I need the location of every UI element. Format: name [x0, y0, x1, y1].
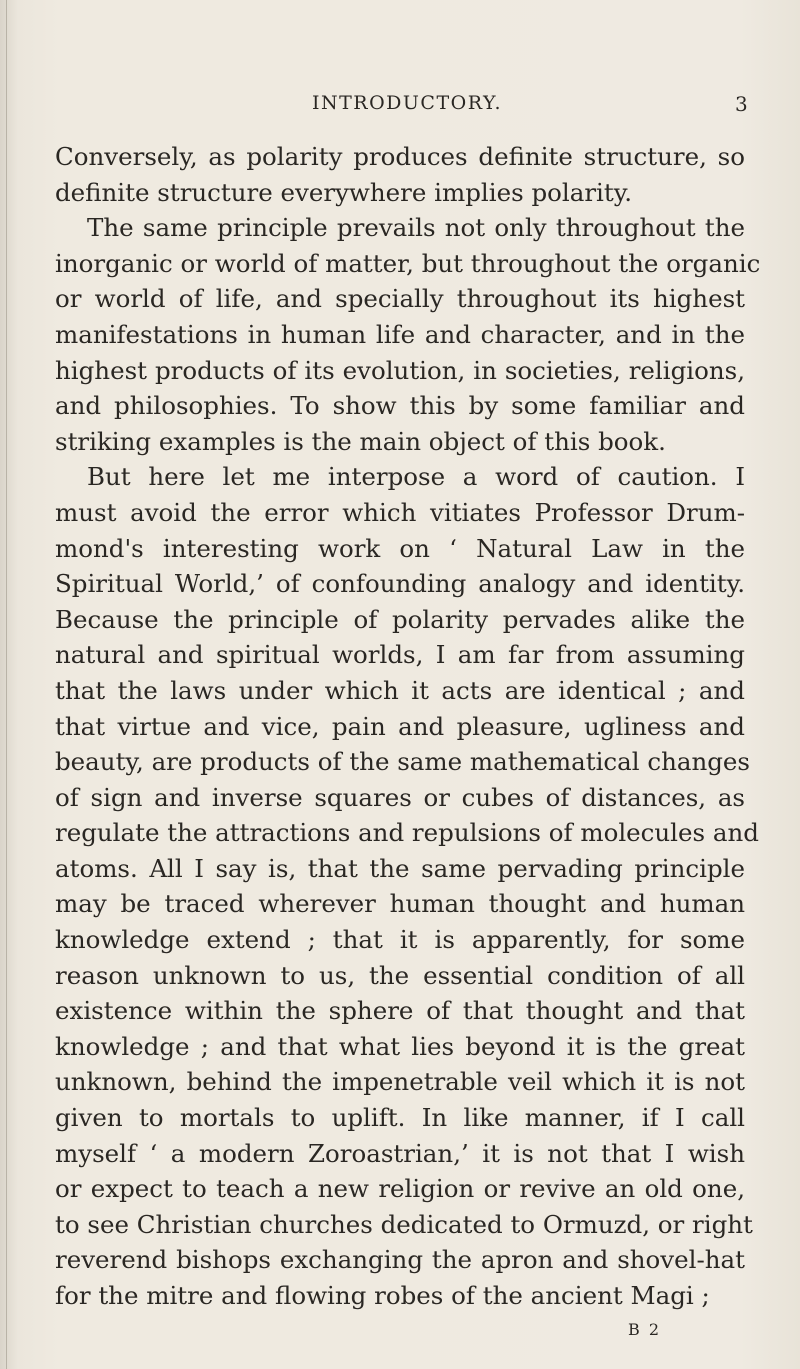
signature-mark: B 2 — [628, 1320, 662, 1339]
text-line: knowledge extend ; that it is apparently, for some — [55, 925, 745, 955]
text-line: may be traced wherever human thought and human — [55, 889, 745, 919]
text-line: or expect to teach a new religion or revive an old one, — [55, 1174, 745, 1204]
text-line: or world of life, and specially throughout its highest — [55, 284, 745, 314]
text-line: myself ‘ a modern Zoroastrian,’ it is not that I wish — [55, 1138, 745, 1168]
text-line: Conversely, as polarity produces definite structure, so — [55, 142, 745, 171]
text-line: beauty, are products of the same mathematical changes — [55, 747, 751, 777]
text-line: that virtue and vice, pain and pleasure, ugliness and — [55, 711, 745, 741]
text-line: reverend bishops exchanging the apron and shovel-hat — [55, 1245, 745, 1275]
body-text — [55, 139, 761, 1314]
text-line: The same principle prevails not only throughout the — [87, 213, 745, 243]
text-line: highest products of its evolution, in societies, religions, — [55, 355, 745, 385]
gutter-edge — [6, 0, 7, 1369]
text-line: manifestations in human life and character, and in the — [55, 319, 745, 349]
text-line: knowledge ; and that what lies beyond it is the great — [55, 1031, 745, 1061]
text-line: regulate the attractions and repulsions of molecules and — [55, 818, 759, 848]
text-line: mond's interesting work on ‘ Natural Law in the — [55, 533, 745, 563]
text-line: Spiritual World,’ of confounding analogy and identity. — [55, 569, 745, 599]
text-line: definite structure everywhere implies polarity. — [55, 177, 633, 207]
text-line: reason unknown to us, the essential condition of all — [55, 960, 745, 990]
text-line: natural and spiritual worlds, I am far from assuming — [55, 640, 745, 670]
text-line: must avoid the error which vitiates Professor Drum- — [55, 497, 745, 527]
text-line: striking examples is the main object of this book. — [55, 426, 666, 456]
text-line: unknown, behind the impenetrable veil which it is not — [55, 1067, 745, 1097]
text-line: given to mortals to uplift. In like manner, if I call — [55, 1103, 745, 1133]
text-line: that the laws under which it acts are identical ; and — [55, 675, 745, 705]
text-line: of sign and inverse squares or cubes of distances, as — [55, 782, 745, 812]
text-line: for the mitre and flowing robes of the ancient Magi ; — [55, 1281, 710, 1310]
page-number: 3 — [735, 92, 748, 116]
text-line: Because the principle of polarity pervades alike the — [55, 604, 745, 634]
text-line: existence within the sphere of that thought and that — [55, 996, 745, 1026]
text-line: and philosophies. To show this by some familiar and — [55, 391, 745, 421]
text-line: inorganic or world of matter, but throughout the organic — [55, 248, 761, 278]
text-line: to see Christian churches dedicated to Ormuzd, or right — [55, 1209, 753, 1239]
text-line: atoms. All I say is, that the same pervading principle — [55, 853, 745, 883]
running-title: INTRODUCTORY. — [312, 92, 503, 114]
page-header — [0, 92, 800, 122]
text-line: But here let me interpose a word of caution. I — [87, 462, 745, 492]
